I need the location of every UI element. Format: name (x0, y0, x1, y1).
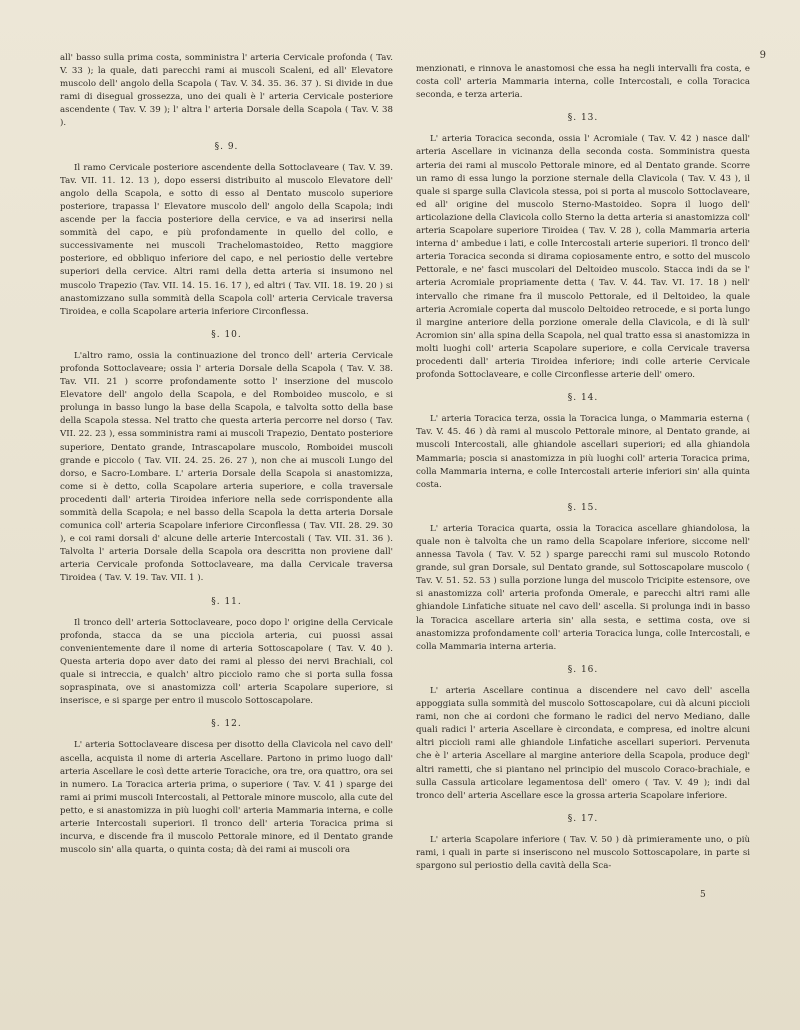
section-heading: §. 11. (211, 596, 242, 607)
paragraph: L' arteria Toracica terza, ossia la Toracica lunga, o Mammaria esterna ( Tav. V. 45. 46 ) dà rami al muscolo Pettorale minore, al Dentato grande, ai muscoli Intercostali, alle ghiandole ascellari superiori; ed alla ghiandola Mammaria; poscia si anastomizza in più luoghi coll' arteria Toracica prima, colla Mammaria interna, e colle Intercostali arterie inferiori sin' alla quinta costa. (416, 414, 750, 490)
paragraph: L' arteria Sottoclaveare discesa per disotto della Clavicola nel cavo dell' ascella, acquista il nome di arteria Ascellare. Partono in primo luogo dall' arteria Ascellare le così dette arterie Toraciche, ora tre, ora quattro, ora sei in numero. La Toracica arteria prima, o superiore ( Tav. V. 41 ) sparge dei rami ai primi muscoli Intercostali, al Pettorale minore muscolo, alla cute del petto, e si anastomizza in più luoghi coll' arteria Mammaria interna, e colle arterie Intercostali superiori. Il tronco dell' arteria Toracica prima si incurva, e discende fra il muscolo Pettorale minore, ed il Dentato grande muscolo sin' alla quarta, o quinta costa; dà dei rami ai muscoli ora (60, 740, 393, 856)
section-heading: §. 14. (567, 393, 599, 404)
section-heading: §. 10. (211, 329, 242, 340)
section-heading: §. 16. (567, 664, 599, 675)
paragraph: L' arteria Ascellare continua a discendere nel cavo dell' ascella appoggiata sulla sommità del muscolo Sottoscapolare, cui dà alcuni piccioli rami, non che ai cordoni che formano le radici del nervo Mediano, dalle quali radici l' arteria Ascellare è circondata, e compresa, ed inoltre alcuni altri piccioli rami alle ghiandole Linfatiche ascellari superiori. Pervenuta che è l' arteria Ascellare al margine anteriore della Scapola, produce degl' altri rametti, che si piantano nel principio del muscolo Coraco-brachiale, e sulla Cassula articolare legamentosa dell' omero ( Tav. V. 49 ); indi dal tronco dell' arteria Ascellare esce la grossa arteria Scapolare inferiore. (416, 685, 750, 801)
page-number: 9 (759, 50, 766, 61)
signature-mark: 5 (700, 890, 706, 900)
paragraph: menzionati, e rinnova le anastomosi che essa ha negli intervalli fra costa, e costa coll' arteria Mammaria interna, colle Intercostali, e colla Toracica seconda, e terza arteria. (416, 64, 750, 101)
paragraph: L'altro ramo, ossia la continuazione del tronco dell' arteria Cervicale profonda Sottoclaveare; ossia l' arteria Dorsale della Scapola ( Tav. V. 38. Tav. VII. 21 ) scorre profondamente sotto l' inserzione del muscolo Elevatore dell' angolo della Scapola, e del Romboideo muscolo, e si prolunga in basso lungo la base della Scapola, e talvolta sotto della base della Scapola stessa. Nel tratto che questa arteria percorre nel dorso ( Tav. VII. 22. 23 ), essa somministra rami ai muscoli Trapezio, Dentato posteriore superiore, Dentato grande, Intrascapolare muscolo, Romboidei muscoli grande e piccolo ( Tav. VII. 24. 25. 26. 27 ), non che ai muscoli Lungo del dorso, e Sacro-Lombare. L' arteria Dorsale della Scapola si anastomizza, come si è detto, colla Scapolare arteria superiore, e colla traversale procedenti dall' arteria Tiroidea inferiore nella sede corrispondente alla sommità della Scapola; e nel basso della Scapola la detta arteria Dorsale comunica coll' arteria Scapolare inferiore Circonflessa ( Tav. VII. 28. 29. 30 ), e coi rami dorsali d' alcune delle arterie Intercostali ( Tav. VII. 31. 36 ). Talvolta l' arteria Dorsale della Scapola ora descritta non proviene dall' arteria Cervicale profonda Sottoclaveare, ma dalla Cervicale traversa Tiroidea ( Tav. V. 19. Tav. VII. 1 ). (60, 350, 393, 584)
paragraph: L' arteria Toracica seconda, ossia l' Acromiale ( Tav. V. 42 ) nasce dall' arteria Ascellare in vicinanza della seconda costa. Somministra questa arteria dei rami al muscolo Pettorale minore, ed al Dentato grande. Scorre un ramo di essa lungo la porzione sternale della Clavicola ( Tav. V. 43 ), il quale si sparge sulla Clavicola stessa, poi si porta al muscolo Sottoclaveare, ed all' origine del muscolo Sterno-Mastoideo. Sopra il luogo dell' articolazione della Clavicola collo Sterno la detta arteria si anastomizza coll' arteria Scapolare superiore Tiroidea ( Tav. V. 28 ), colla Mammaria arteria interna d' ambedue i lati, e colle Intercostali arterie superiori. Il tronco dell' arteria Toracica seconda si dirama copiosamente entro, e sotto del muscolo Pettorale, e ne' fasci muscolari del Deltoideo muscolo. Stacca indi da se l' arteria Acromiale propriamente detta ( Tav. V. 44. Tav. VI. 17. 18 ) nell' intervallo che rimane fra il muscolo Pettorale, ed il Deltoideo, la quale arteria Acromiale coperta dal muscolo Deltoideo retrocede, e si porta lungo il margine anteriore della porzione omerale della Clavicola, e di là sull' Acromion sin' alla spina della Scapola, nel qual tratto essa si anastomizza in molti luoghi coll' arteria Scapolare superiore, e colla Cervicale traversa procedenti dall' arteria Tiroidea inferiore; indi colle arterie Cervicale profonda Sottoclaveare, e colle Circonflesse arterie dell' omero. (416, 134, 750, 381)
paragraph: Il ramo Cervicale posteriore ascendente della Sottoclaveare ( Tav. V. 39. Tav. VII. 11. 12. 13 ), dopo essersi distribuito al muscolo Elevatore dell' angolo della Scapola, e sotto di esso al Dentato muscolo superiore posteriore, trapassa l' Elevatore muscolo dell' angolo della Scapola; indi ascende per la faccia posteriore della cervice, e va ad inserirsi nella sommità del capo, e più profondamente in quello del collo, e successivamente nei muscoli Trachelomastoideo, Retto maggiore posteriore, ed obbliquo inferiore del capo, e nel periostio delle vertebre superiori della cervice. Altri rami della detta arteria si insumono nel muscolo Trapezio (Tav. VII. 14. 15. 16. 17 ), ed altri ( Tav. VII. 18. 19. 20 ) si anastomizzano sulla sommità della Scapola coll' arteria Cervicale traversa Tiroidea, e colla Scapolare arteria inferiore Circonflessa. (60, 162, 393, 317)
paragraph: all' basso sulla prima costa, somministra l' arteria Cervicale profonda ( Tav. V. 33 ); la quale, dati parecchi rami ai muscoli Scaleni, ed all' Elevatore muscolo dell' angolo della Scapola ( Tav. V. 34. 35. 36. 37 ). Si divide in due rami di disegual grossezza, uno dei quali è l' arteria Cervicale posteriore ascendente ( Tav. V. 39 ); l' altra l' arteria Dorsale della Scapola ( Tav. V. 38 ). (60, 53, 393, 129)
right-column (416, 63, 750, 873)
paragraph: L' arteria Scapolare inferiore ( Tav. V. 50 ) dà primieramente uno, o più rami, i quali in parte si inseriscono nel muscolo Sottoscapolare, in parte si spargono sul periostio della cavità della Sca- (416, 834, 750, 872)
section-heading: §. 15. (567, 502, 599, 513)
paragraph: L' arteria Toracica quarta, ossia la Toracica ascellare ghiandolosa, la quale non è talvolta che un ramo della Scapolare inferiore, siccome nell' annessa Tavola ( Tav. V. 52 ) sparge parecchi rami sul muscolo Rotondo grande, sul gran Dorsale, sul Dentato grande, sul Sottoscapolare muscolo ( Tav. V. 51. 52. 53 ) sulla porzione lunga del muscolo Tricipite estensore, ove si anastomizza coll' arteria profonda Omerale, e parecchi altri rami alle ghiandole Linfatiche situate nel cavo dell' ascella. Si prolunga indi in basso la Toracica ascellare arteria sin' alla sesta, e settima costa, ove si anastomizza profondamente coll' arteria Toracica lunga, colle Intercostali, e colla Mammaria interna arteria. (416, 523, 750, 652)
paragraph: Il tronco dell' arteria Sottoclaveare, poco dopo l' origine della Cervicale profonda, stacca da se una picciola arteria, cui puossi assai convenientemente dare il nome di arteria Sottoscapolare ( Tav. V. 40 ). Questa arteria dopo aver dato dei rami al plesso dei nervi Brachiali, col quale si intreccia, e qualch' altro picciolo ramo che si porta sulla fossa sopraspinata, ove si anastomizza coll' arteria Scapolare superiore, si inserisce, e si sparge per entro il muscolo Sottoscapolare. (60, 617, 393, 707)
left-column (60, 52, 393, 857)
section-heading: §. 12. (211, 719, 242, 730)
section-heading: §. 17. (567, 813, 599, 824)
section-heading: §. 9. (214, 141, 239, 152)
section-heading: §. 13. (567, 113, 599, 124)
